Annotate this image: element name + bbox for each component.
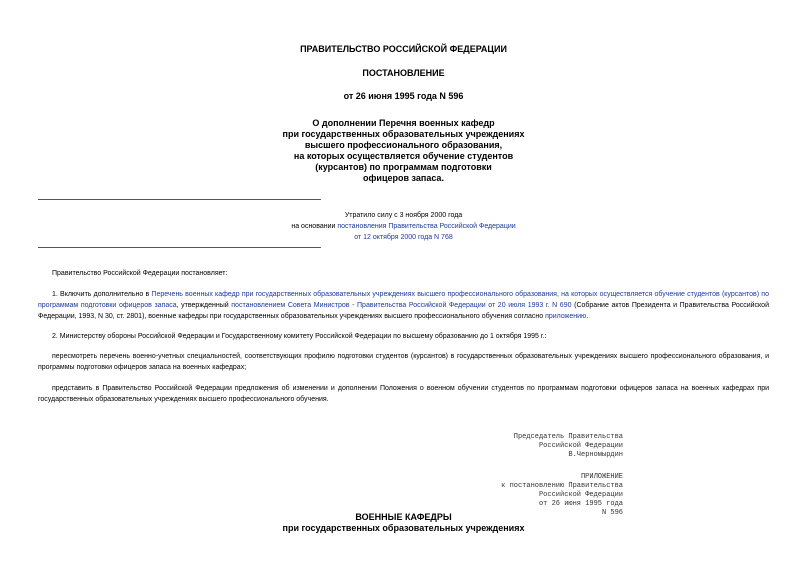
signature-line: Председатель Правительства	[513, 433, 623, 441]
paragraph-text: пересмотреть перечень военно-учетных специальностей, соответствующих профилю подготовки студентов (курсантов) в государственных образовательных учреждениях высшего профессионального образования, и программы подготовки офицеров запаса на военных кафедрах;	[38, 353, 769, 371]
title-line: офицеров запаса.	[363, 173, 444, 183]
list-of-departments-link[interactable]: Перечень военных кафедр при государственных образовательных учреждениях высшего профессионального образования, на которых осуществляется обучение студентов (курсантов) по программам подготовки офицеров запаса	[38, 291, 769, 309]
paragraph-item-2	[38, 331, 769, 342]
signature-line: Российской Федерации	[538, 442, 623, 450]
signature-line: В.Черномырдин	[568, 451, 623, 459]
signature-block	[420, 433, 623, 460]
status-note	[0, 210, 807, 243]
divider-top	[38, 199, 321, 200]
paragraph-subitem-2	[38, 383, 769, 405]
appendix-header-line: N 596	[601, 509, 623, 517]
paragraph-preamble	[38, 268, 769, 279]
appendix-header-line: к постановлению Правительства	[501, 482, 623, 490]
appendix-title-line: ВОЕННЫЕ КАФЕДРЫ	[355, 512, 452, 522]
title-line: при государственных образовательных учреждениях	[282, 129, 525, 139]
paragraph-text: представить в Правительство Российской Федерации предложения об изменении и дополнении Положения о военном обучении студентов по программам подготовки офицеров запаса на военных кафедрах при государственных образовательных учреждениях высшего профессионального обучения.	[38, 385, 769, 403]
appendix-title-line: при государственных образовательных учреждениях	[282, 523, 525, 533]
paragraph-text: 2. Министерству обороны Российской Федерации и Государственному комитету Российской Федерации по высшему образованию до 1 октября 1995 г.:	[52, 333, 547, 340]
status-note-line	[0, 221, 807, 232]
government-heading: ПРАВИТЕЛЬСТВО РОССИЙСКОЙ ФЕДЕРАЦИИ	[300, 44, 507, 54]
document-title	[0, 118, 807, 184]
paragraph-item-1	[38, 289, 769, 322]
status-note-prefix: на основании	[291, 223, 338, 230]
paragraph-text: 1. Включить дополнительно в	[52, 291, 152, 298]
repeal-decree-link[interactable]: постановления Правительства Российской Федерации	[337, 223, 516, 230]
title-line: (курсантов) по программам подготовки	[315, 162, 492, 172]
title-line: на которых осуществляется обучение студентов	[293, 151, 514, 161]
decree-690-link[interactable]: постановлением Совета Министров - Правительства Российской Федерации от 20 июля 1993 г. N 690	[231, 302, 572, 309]
appendix-link[interactable]: приложению	[545, 313, 587, 320]
document-date-number: от 26 июня 1995 года N 596	[343, 91, 464, 101]
title-line: О дополнении Перечня военных кафедр	[312, 118, 495, 128]
repeal-decree-date-link[interactable]: от 12 октября 2000 года N 768	[354, 234, 453, 241]
divider-bottom	[38, 247, 321, 248]
paragraph-text: (Собрание актов Президента и Правительства Российской Федерации, 1993, N 30, ст. 2801), военные кафедры при государственных образовательных учреждениях высшего профессионального обучения согласно	[38, 302, 769, 320]
document-type-heading: ПОСТАНОВЛЕНИЕ	[362, 68, 445, 78]
paragraph-subitem-1	[38, 351, 769, 373]
appendix-header-line: от 26 июня 1995 года	[538, 500, 623, 508]
paragraph-text: .	[586, 313, 589, 320]
status-note-line: Утратило силу с 3 ноября 2000 года	[344, 212, 463, 219]
appendix-header-line: Российской Федерации	[538, 491, 623, 499]
title-line: высшего профессионального образования,	[304, 140, 503, 150]
paragraph-text: , утвержденный	[176, 302, 232, 309]
paragraph-text: Правительство Российской Федерации постановляет:	[52, 270, 228, 277]
appendix-title	[0, 512, 807, 534]
appendix-header-line: ПРИЛОЖЕНИЕ	[580, 473, 623, 481]
